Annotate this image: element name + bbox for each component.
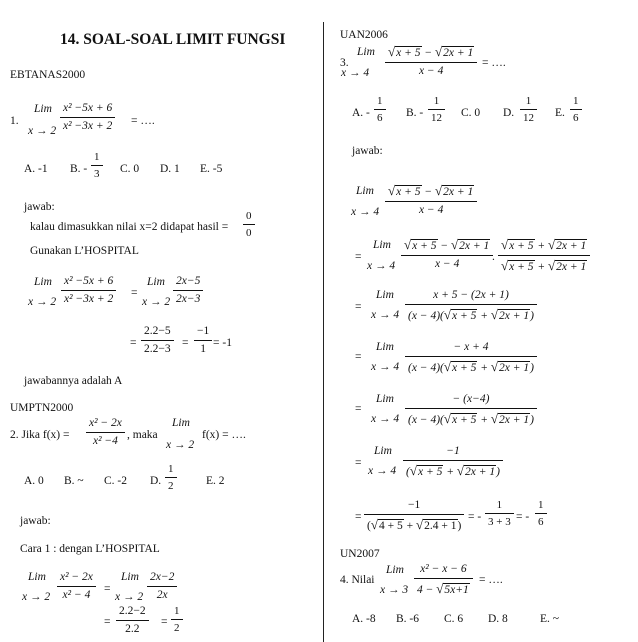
q1-step1-lim-sub-2: x → 2	[142, 296, 171, 308]
q3-s4-den-close: )	[530, 361, 534, 374]
q3-s2-conj-den-b: 2x + 1	[556, 260, 587, 273]
q3-s4-den-rad-a: x + 5	[452, 361, 477, 374]
page-title: 14. SOAL-SOAL LIMIT FUNGSI	[60, 31, 286, 48]
q1-step2-den: 2.2−3	[144, 342, 171, 355]
q2-step2-tail-den: 2	[174, 622, 180, 634]
q1-note: kalau dimasukkan nilai x=2 didapat hasil =	[30, 221, 229, 233]
q3-s5-lim-sub: x → 4	[371, 413, 400, 425]
q4-fraction: x² − x − 6 4 − √5x+1	[414, 564, 473, 596]
q3-option-a-num: 1	[377, 95, 383, 107]
q1-note-den: 0	[246, 227, 252, 239]
q3-final-den2: 3 + 3	[488, 516, 511, 528]
q3-option-c: C. 0	[461, 107, 481, 119]
q1-option-b-fraction	[91, 152, 103, 180]
q3-option-a-fraction	[374, 96, 386, 124]
q4-den-rad: 5x+1	[444, 583, 469, 596]
q3-s4-eq: =	[355, 351, 362, 363]
q3-s5-fraction: − (x−4) (x − 4)(√x + 5 + √2x + 1)	[405, 394, 537, 426]
column-divider	[323, 22, 324, 642]
q1-step2-num2: −1	[197, 325, 210, 337]
q3-s4-den-rad-b: 2x + 1	[499, 361, 530, 374]
q2-step2-frac	[116, 606, 149, 635]
q4-numerator: x² − x − 6	[420, 563, 467, 575]
q3-s5-den-rad-b: 2x + 1	[499, 413, 530, 426]
q1-jawab-label: jawab:	[24, 201, 55, 213]
q1-step1-lim: Lim	[34, 276, 52, 288]
q1-answer: jawabannya adalah A	[24, 375, 123, 387]
q3-s4-lim-sub: x → 4	[371, 361, 400, 373]
q3-s4-lim: Lim	[376, 341, 394, 353]
q4-lim-sub: x → 3	[380, 584, 409, 596]
q4-option-c: C. 6	[444, 613, 464, 625]
q3-option-a-prefix: A. -	[352, 107, 370, 119]
q3-s1-lim: Lim	[356, 185, 374, 197]
q2-prefix: 2. Jika f(x) =	[10, 429, 70, 441]
q1-step1-lim-2: Lim	[147, 276, 165, 288]
q3-final-fraction2	[485, 500, 514, 528]
q3-s2-lim: Lim	[373, 239, 391, 251]
q1-step2-num: 2.2−5	[144, 325, 171, 337]
q2-step1-lim-sub: x → 2	[22, 591, 51, 603]
q2-step1-rhs-den: 2x	[156, 588, 168, 601]
q3-s6-den-rad-a: x + 5	[417, 465, 443, 478]
q3-s3-den-plus: +	[480, 309, 489, 322]
q4-option-a: A. -8	[352, 613, 376, 625]
q3-option-e-den: 6	[573, 112, 579, 124]
section-header-umptn2000: UMPTN2000	[10, 402, 74, 414]
q3-s3-den-close: )	[530, 309, 534, 322]
q3-final-fraction3	[535, 500, 547, 528]
q3-s1-fraction: √x + 5 − √2x + 1 x − 4	[385, 184, 477, 216]
q3-s2-conj-num-a: x + 5	[509, 240, 534, 252]
q1-note-num: 0	[246, 210, 252, 222]
q3-s1-rad-b: 2x + 1	[443, 186, 474, 198]
q3-lim: Lim	[357, 46, 375, 58]
q1-step2-eq: =	[130, 337, 137, 349]
q4-option-d: D. 8	[488, 613, 508, 625]
q3-final-eq: =	[355, 511, 362, 523]
q1-option-b-num: 1	[94, 151, 100, 163]
q3-s2-rad-b: 2x + 1	[459, 240, 490, 252]
q3-s2-conj-num-b: 2x + 1	[556, 240, 587, 252]
q1-note-fraction	[243, 211, 255, 239]
q3-num-rad-a: x + 5	[396, 47, 421, 59]
q3-s6-num: −1	[446, 445, 460, 457]
q1-option-b-prefix: B. -	[70, 163, 88, 175]
q3-s5-eq: =	[355, 403, 362, 415]
q2-step2-num: 2.2−2	[119, 605, 146, 617]
q2-fx-den: x² −4	[92, 434, 118, 447]
q1-option-e: E. -5	[200, 163, 223, 175]
q2-step1-lhs	[57, 572, 96, 601]
q3-s2-eq: =	[355, 251, 362, 263]
q3-option-b-num: 1	[433, 95, 440, 107]
q4-prefix: 4. Nilai	[340, 574, 375, 586]
q2-option-e: E. 2	[206, 475, 225, 487]
q2-step1-lim-2: Lim	[121, 571, 139, 583]
q3-s5-lim: Lim	[376, 393, 394, 405]
q3-denominator: x − 4	[418, 64, 444, 77]
q1-step2-mid: =	[182, 337, 189, 349]
q1-lim-sub: x → 2	[28, 125, 57, 137]
q3-s5-num: − (x−4)	[452, 393, 490, 405]
q1-number: 1.	[10, 115, 19, 127]
q3-s2-conj-num-plus: +	[537, 240, 546, 252]
q3-final-eq2: = -	[468, 511, 482, 523]
q3-s1-den: x − 4	[418, 203, 444, 216]
q3-s2-rad-a: x + 5	[412, 240, 437, 252]
q3-option-e-prefix: E.	[555, 107, 565, 119]
q1-lim: Lim	[34, 103, 52, 115]
q1-fraction	[60, 103, 115, 132]
q2-step2-den: 2.2	[125, 622, 140, 635]
q2-jawab-label: jawab:	[20, 515, 51, 527]
q3-s3-eq: =	[355, 301, 362, 313]
q3-s6-den-close: )	[496, 465, 500, 478]
q3-final-den3: 6	[538, 516, 544, 528]
q1-step1-rhs-num: 2x−5	[176, 275, 201, 287]
q3-s6-lim: Lim	[374, 445, 392, 457]
q3-final-num3: 1	[538, 499, 544, 511]
q2-tail: f(x) = ….	[202, 429, 246, 441]
q3-fraction: √x + 5 − √2x + 1 x − 4	[385, 45, 477, 77]
q3-jawab-label: jawab:	[352, 145, 383, 157]
q3-s2-conj-den-a: x + 5	[509, 260, 534, 273]
q3-option-b-prefix: B. -	[406, 107, 424, 119]
q1-option-c: C. 0	[120, 163, 140, 175]
section-header-ebtanas2000: EBTANAS2000	[10, 69, 86, 81]
q4-den-prefix: 4 −	[417, 583, 434, 596]
q2-option-d-den: 2	[168, 480, 174, 492]
q3-s3-lim: Lim	[376, 289, 394, 301]
q1-step1-rhs	[173, 276, 203, 305]
q3-final-num: −1	[408, 499, 421, 511]
q3-s3-den-prefix: (x − 4)(	[408, 309, 444, 322]
q3-option-d-fraction	[520, 96, 537, 124]
q3-option-b-den: 12	[431, 112, 442, 124]
q3-s2-den: x − 4	[434, 257, 460, 270]
q3-s6-lim-sub: x → 4	[368, 465, 397, 477]
q2-step1-lhs-den: x² − 4	[62, 588, 91, 601]
q2-step2-tail-eq: =	[161, 616, 168, 628]
q1-step1-eq: =	[131, 287, 138, 299]
q3-option-a-den: 6	[377, 112, 383, 124]
q2-step1-rhs	[147, 572, 177, 601]
q3-final-fraction: −1 (√4 + 5 + √2.4 + 1)	[364, 500, 464, 532]
q3-s2-minus: −	[440, 240, 449, 252]
q3-option-d-prefix: D.	[503, 107, 515, 119]
q1-option-d: D. 1	[160, 163, 180, 175]
section-header-uan2006: UAN2006	[340, 29, 388, 41]
q3-final-eq3: = -	[516, 511, 530, 523]
q1-denominator: x² −3x + 2	[63, 119, 113, 132]
q2-option-a: A. 0	[24, 475, 44, 487]
section-header-un2007: UN2007	[340, 548, 380, 560]
q3-lim-sub: x → 4	[341, 67, 370, 79]
q2-fx-fraction	[86, 418, 125, 447]
q2-step2-eq: =	[104, 616, 111, 628]
q3-final-num2: 1	[496, 499, 503, 511]
q2-step1-lim: Lim	[28, 571, 46, 583]
q2-lim: Lim	[172, 417, 190, 429]
q3-option-b-fraction	[428, 96, 445, 124]
q4-lim: Lim	[386, 564, 404, 576]
q2-step1-eq: =	[104, 583, 111, 595]
q3-s3-fraction: x + 5 − (2x + 1) (x − 4)(√x + 5 + √2x + 1)	[405, 290, 537, 322]
q2-maka: , maka	[127, 429, 158, 441]
q3-s2-conj-fraction: √x + 5 + √2x + 1 √x + 5 + √2x + 1	[498, 238, 590, 273]
q2-option-c: C. -2	[104, 475, 127, 487]
q3-final-den-plus: +	[406, 519, 414, 532]
q3-s1-minus: −	[424, 186, 433, 198]
q3-s3-lim-sub: x → 4	[371, 309, 400, 321]
q3-s2-conj-den-plus: +	[537, 260, 546, 273]
q3-option-e-num: 1	[573, 95, 579, 107]
q1-option-b-den: 3	[94, 168, 100, 180]
q2-step2-tail-num: 1	[174, 605, 180, 617]
q3-s4-num: − x + 4	[453, 341, 489, 353]
q1-step2-frac	[141, 326, 174, 355]
q3-final-den-a: 4 + 5	[378, 519, 403, 532]
q1-step1-rhs-den: 2x−3	[176, 292, 201, 305]
q4-option-e: E. ~	[540, 613, 559, 625]
q2-step1-lhs-num: x² − 2x	[60, 571, 93, 583]
q2-cara: Cara 1 : dengan L’HOSPITAL	[20, 543, 160, 555]
q2-fx-num: x² − 2x	[89, 417, 122, 429]
q3-option-d-den: 12	[523, 112, 534, 124]
q1-step2-result: = -1	[213, 337, 232, 349]
q3-s5-den-plus: +	[480, 413, 489, 426]
q3-tail: = ….	[482, 57, 506, 69]
q4-tail: = ….	[479, 574, 503, 586]
q1-step2-den2: 1	[200, 342, 206, 355]
q1-step1-lhs-num: x² −5x + 6	[64, 275, 114, 287]
q3-s1-lim-sub: x → 4	[351, 206, 380, 218]
q1-step1-lim-sub: x → 2	[28, 296, 57, 308]
q3-num-minus: −	[424, 47, 433, 59]
q3-final-den-b: 2.4 + 1	[424, 519, 457, 532]
q3-number: 3.	[340, 57, 349, 69]
q2-step1-lim-sub-2: x → 2	[115, 591, 144, 603]
q3-s6-fraction: −1 (√x + 5 + √2x + 1)	[403, 446, 503, 478]
q2-lim-sub: x → 2	[166, 439, 195, 451]
q3-s5-den-close: )	[530, 413, 534, 426]
q1-tail: = ….	[131, 115, 155, 127]
q1-step1-lhs	[61, 276, 116, 305]
q2-step1-rhs-num: 2x−2	[150, 571, 175, 583]
q1-step2-frac2	[194, 326, 212, 355]
q3-s6-den-open: (	[406, 465, 410, 478]
q3-s6-den-plus: +	[446, 465, 454, 478]
q2-option-d-prefix: D.	[150, 475, 162, 487]
q4-option-b: B. -6	[396, 613, 419, 625]
q3-s2-fraction: √x + 5 − √2x + 1 x − 4	[401, 238, 493, 270]
q1-numerator: x² −5x + 6	[63, 102, 113, 114]
q3-s3-den-rad-b: 2x + 1	[499, 309, 530, 322]
q3-s2-dot: .	[492, 251, 495, 263]
q3-s4-den-plus: +	[480, 361, 489, 374]
q3-s6-eq: =	[355, 457, 362, 469]
q3-s4-den-prefix: (x − 4)(	[408, 361, 444, 374]
q3-s5-den-rad-a: x + 5	[452, 413, 477, 426]
q3-option-d-num: 1	[525, 95, 532, 107]
q2-option-d-num: 1	[168, 463, 174, 475]
q3-s6-den-rad-b: 2x + 1	[465, 465, 496, 478]
q2-option-b: B. ~	[64, 475, 84, 487]
q3-s2-lim-sub: x → 4	[367, 260, 396, 272]
q2-option-d-fraction	[165, 464, 177, 492]
q3-s3-num: x + 5 − (2x + 1)	[433, 289, 509, 301]
q3-num-rad-b: 2x + 1	[443, 47, 474, 59]
q3-s5-den-prefix: (x − 4)(	[408, 413, 444, 426]
q1-gunakan: Gunakan L’HOSPITAL	[30, 245, 139, 257]
q3-s1-rad-a: x + 5	[396, 186, 421, 198]
q1-option-a: A. -1	[24, 163, 48, 175]
q3-s4-fraction: − x + 4 (x − 4)(√x + 5 + √2x + 1)	[405, 342, 537, 374]
q3-s3-den-rad-a: x + 5	[452, 309, 477, 322]
q1-step1-lhs-den: x² −3x + 2	[64, 292, 114, 305]
q3-option-e-fraction	[570, 96, 582, 124]
